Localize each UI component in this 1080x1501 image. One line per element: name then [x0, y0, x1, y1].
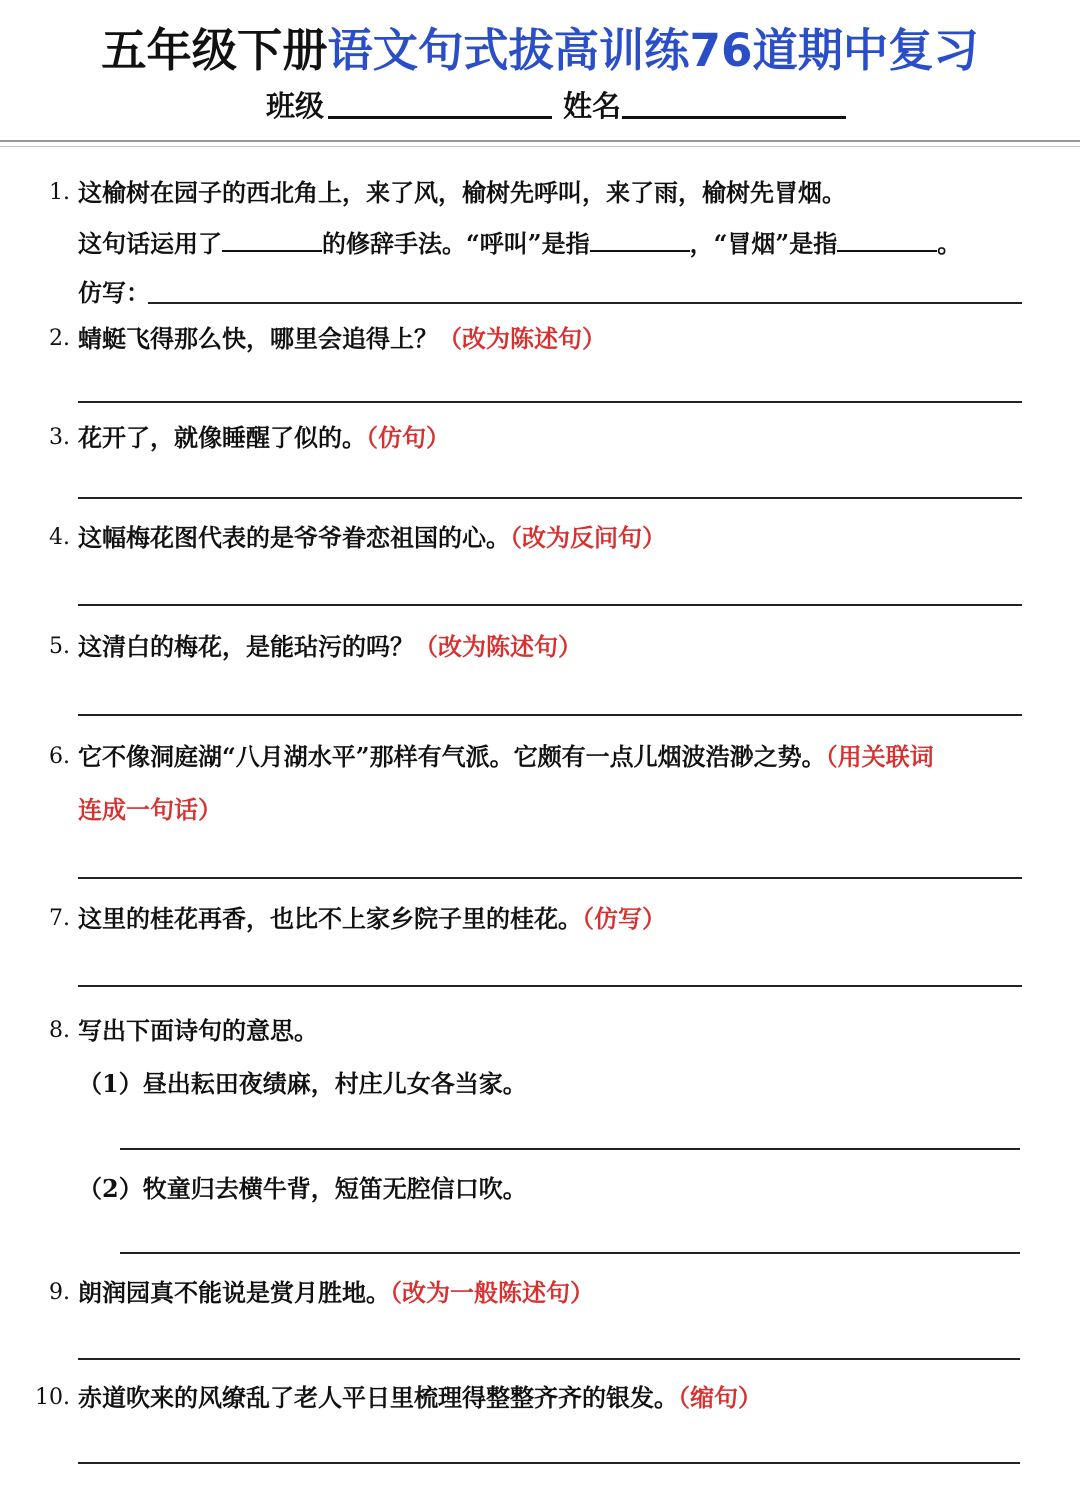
sub-question-1: （1）昼出耘田夜绩麻，村庄儿女各当家。: [78, 1069, 527, 1098]
question-body: 花开了，就像睡醒了似的。: [78, 423, 366, 452]
question-number: 7.: [49, 906, 70, 931]
question-text: [78, 423, 450, 453]
answer-line[interactable]: [78, 877, 1022, 879]
title-grade: 五年级下册: [101, 24, 328, 77]
page-title: [0, 14, 1080, 79]
question-number: 8.: [49, 1018, 70, 1043]
question-number: 6.: [49, 744, 70, 769]
question-text: 这榆树在园子的西北角上，来了风，榆树先呼叫，来了雨，榆树先冒烟。: [78, 178, 846, 207]
subline-text: ，“冒烟”是指: [689, 229, 838, 258]
question-hint: （改为陈述句）: [438, 324, 606, 353]
answer-blank[interactable]: [222, 228, 322, 252]
question-number: 9.: [49, 1280, 70, 1305]
question-text: [78, 904, 666, 934]
question-text: [78, 324, 606, 354]
question-body: 蜻蜓飞得那么快，哪里会追得上？: [78, 324, 438, 353]
student-info: [0, 84, 1080, 124]
question-hint: （缩句）: [678, 1383, 762, 1412]
question-text: [78, 1383, 762, 1413]
answer-blank[interactable]: [590, 228, 690, 252]
answer-line[interactable]: [78, 985, 1022, 987]
question-text: [78, 1278, 594, 1308]
question-body: 朗润园真不能说是赏月胜地。: [78, 1278, 390, 1307]
class-blank[interactable]: [328, 116, 552, 119]
answer-line[interactable]: [78, 1358, 1020, 1360]
question-body: 这清白的梅花，是能玷污的吗？: [78, 632, 414, 661]
title-subject: 语文句式拔高训练76道期中复习: [327, 24, 979, 77]
subline-text: 的修辞手法。“呼叫”是指: [322, 229, 590, 258]
question-subline: [78, 228, 961, 259]
question-text: [78, 632, 582, 662]
question-number: 3.: [49, 425, 70, 450]
question-hint: （用关联词: [825, 742, 934, 771]
header-divider-thin: [0, 146, 1080, 147]
question-text: [78, 742, 934, 772]
question-hint: （改为反问句）: [510, 523, 666, 552]
question-hint-cont: 连成一句话）: [78, 795, 222, 824]
answer-blank[interactable]: [837, 228, 937, 252]
question-text: [78, 523, 666, 553]
answer-line[interactable]: [148, 302, 1022, 304]
header-divider: [0, 140, 1080, 142]
name-label: 姓名: [563, 89, 622, 123]
name-blank[interactable]: [622, 116, 846, 119]
answer-line[interactable]: [120, 1148, 1020, 1150]
answer-line[interactable]: [120, 1252, 1020, 1254]
question-text: 写出下面诗句的意思。: [78, 1016, 318, 1045]
question-number: 10.: [35, 1385, 70, 1410]
answer-line[interactable]: [78, 714, 1022, 716]
answer-line[interactable]: [78, 401, 1022, 403]
question-hint: （仿写）: [582, 904, 666, 933]
question-number: 2.: [49, 326, 70, 351]
worksheet-header: [0, 0, 1080, 145]
question-body: 这里的桂花再香，也比不上家乡院子里的桂花。: [78, 904, 582, 933]
answer-line[interactable]: [78, 497, 1022, 499]
subline-text: 这句话运用了: [78, 229, 222, 258]
answer-line[interactable]: [78, 604, 1022, 606]
question-body: 它不像洞庭湖“八月湖水平”那样有气派。它颇有一点儿烟波浩渺之势。: [78, 742, 826, 771]
question-body: 这幅梅花图代表的是爷爷眷恋祖国的心。: [78, 523, 510, 552]
question-number: 5.: [49, 634, 70, 659]
question-hint: （仿句）: [366, 423, 450, 452]
question-number: 4.: [49, 525, 70, 550]
question-number: 1.: [49, 180, 70, 205]
question-body: 赤道吹来的风缭乱了老人平日里梳理得整整齐齐的银发。: [78, 1383, 678, 1412]
subline-text: 。: [937, 229, 962, 258]
question-hint: （改为一般陈述句）: [390, 1278, 594, 1307]
class-label: 班级: [266, 89, 325, 123]
sub-question-2: （2）牧童归去横牛背，短笛无腔信口吹。: [78, 1174, 527, 1203]
question-hint: （改为陈述句）: [414, 632, 582, 661]
answer-line[interactable]: [78, 1462, 1020, 1464]
imitate-label: 仿写：: [78, 278, 150, 307]
